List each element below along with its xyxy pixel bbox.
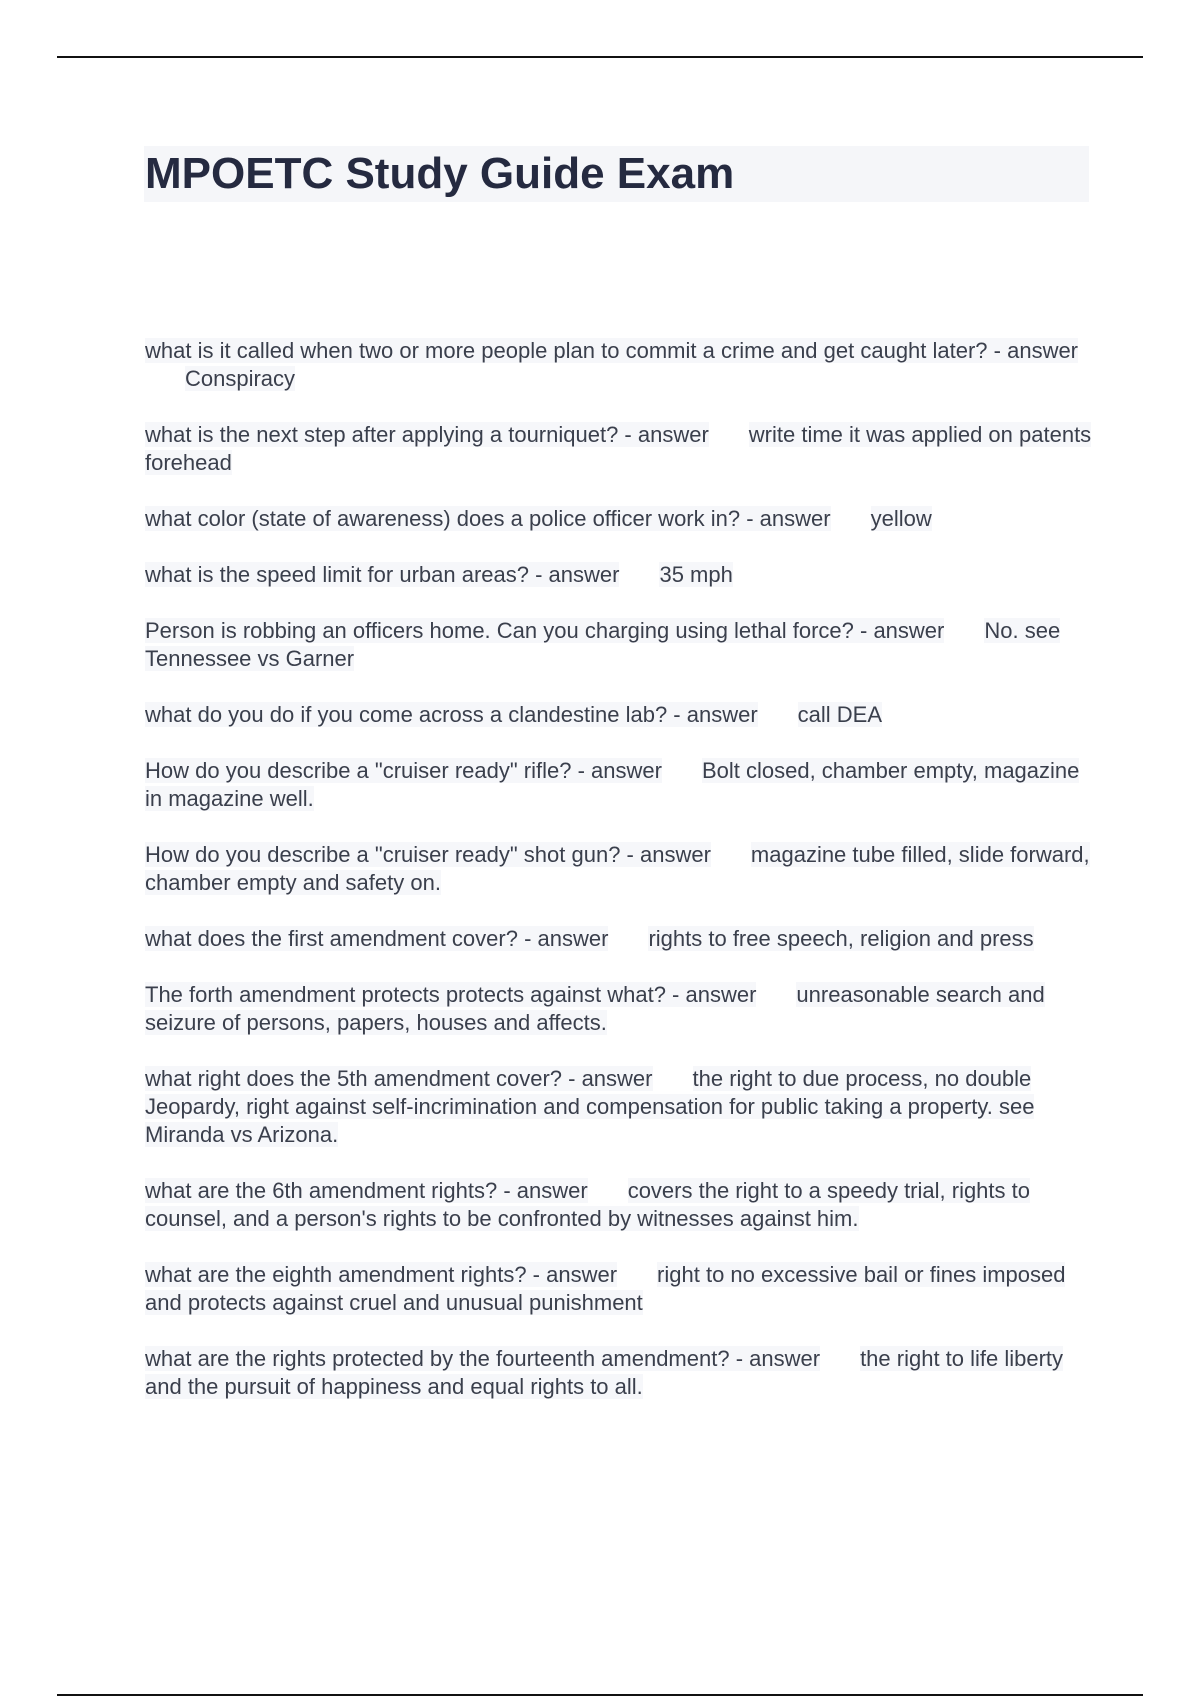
question-text: Person is robbing an officers home. Can you charging using lethal force? - answer: [145, 618, 945, 643]
qa-item: [145, 1345, 1095, 1401]
question-text: The forth amendment protects protects against what? - answer: [145, 982, 757, 1007]
answer-text: Conspiracy: [185, 366, 296, 391]
question-text: How do you describe a "cruiser ready" rifle? - answer: [145, 758, 662, 783]
answer-text: Bolt closed, chamber empty, magazine in magazine well.: [145, 758, 1080, 811]
qa-item: [145, 421, 1095, 477]
question-text: what is the next step after applying a tourniquet? - answer: [145, 422, 709, 447]
bottom-rule: [57, 1694, 1143, 1696]
question-text: what color (state of awareness) does a police officer work in? - answer: [145, 506, 831, 531]
question-text: what is the speed limit for urban areas? - answer: [145, 562, 620, 587]
answer-text: right to no excessive bail or fines imposed and protects against cruel and unusual punishment: [145, 1262, 1066, 1315]
answer-text: write time it was applied on patents forehead: [145, 422, 1092, 475]
question-text: what are the rights protected by the fourteenth amendment? - answer: [145, 1346, 821, 1371]
qa-list: [145, 337, 1095, 1429]
answer-text: 35 mph: [659, 562, 733, 587]
qa-item: [145, 925, 1095, 953]
question-text: what is it called when two or more people plan to commit a crime and get caught later? - answer: [145, 338, 1079, 363]
question-text: what right does the 5th amendment cover? - answer: [145, 1066, 653, 1091]
qa-item: [145, 981, 1095, 1037]
qa-item: [145, 841, 1095, 897]
top-rule: [57, 56, 1143, 58]
question-text: what are the eighth amendment rights? - answer: [145, 1262, 618, 1287]
qa-item: [145, 1177, 1095, 1233]
question-text: what does the first amendment cover? - answer: [145, 926, 609, 951]
answer-text: covers the right to a speedy trial, rights to counsel, and a person's rights to be confronted by witnesses against him.: [145, 1178, 1030, 1231]
qa-item: [145, 757, 1095, 813]
qa-item: [145, 701, 1095, 729]
qa-item: [145, 561, 1095, 589]
answer-text: rights to free speech, religion and press: [648, 926, 1034, 951]
question-text: what are the 6th amendment rights? - answer: [145, 1178, 588, 1203]
question-text: what do you do if you come across a clandestine lab? - answer: [145, 702, 758, 727]
qa-item: [145, 1261, 1095, 1317]
answer-text: the right to life liberty and the pursuit of happiness and equal rights to all.: [145, 1346, 1064, 1399]
qa-item: [145, 1065, 1095, 1149]
answer-text: unreasonable search and seizure of persons, papers, houses and affects.: [145, 982, 1045, 1035]
answer-text: magazine tube filled, slide forward, chamber empty and safety on.: [145, 842, 1090, 895]
qa-item: [145, 337, 1095, 393]
answer-text: yellow: [870, 506, 932, 531]
answer-text: the right to due process, no double Jeopardy, right against self-incrimination and compensation for public taking a property. see Miranda vs Arizona.: [145, 1066, 1035, 1147]
answer-text: No. see Tennessee vs Garner: [145, 618, 1061, 671]
qa-item: [145, 505, 1095, 533]
page-title: MPOETC Study Guide Exam: [145, 149, 735, 198]
answer-text: call DEA: [797, 702, 883, 727]
question-text: How do you describe a "cruiser ready" shot gun? - answer: [145, 842, 711, 867]
qa-item: [145, 617, 1095, 673]
